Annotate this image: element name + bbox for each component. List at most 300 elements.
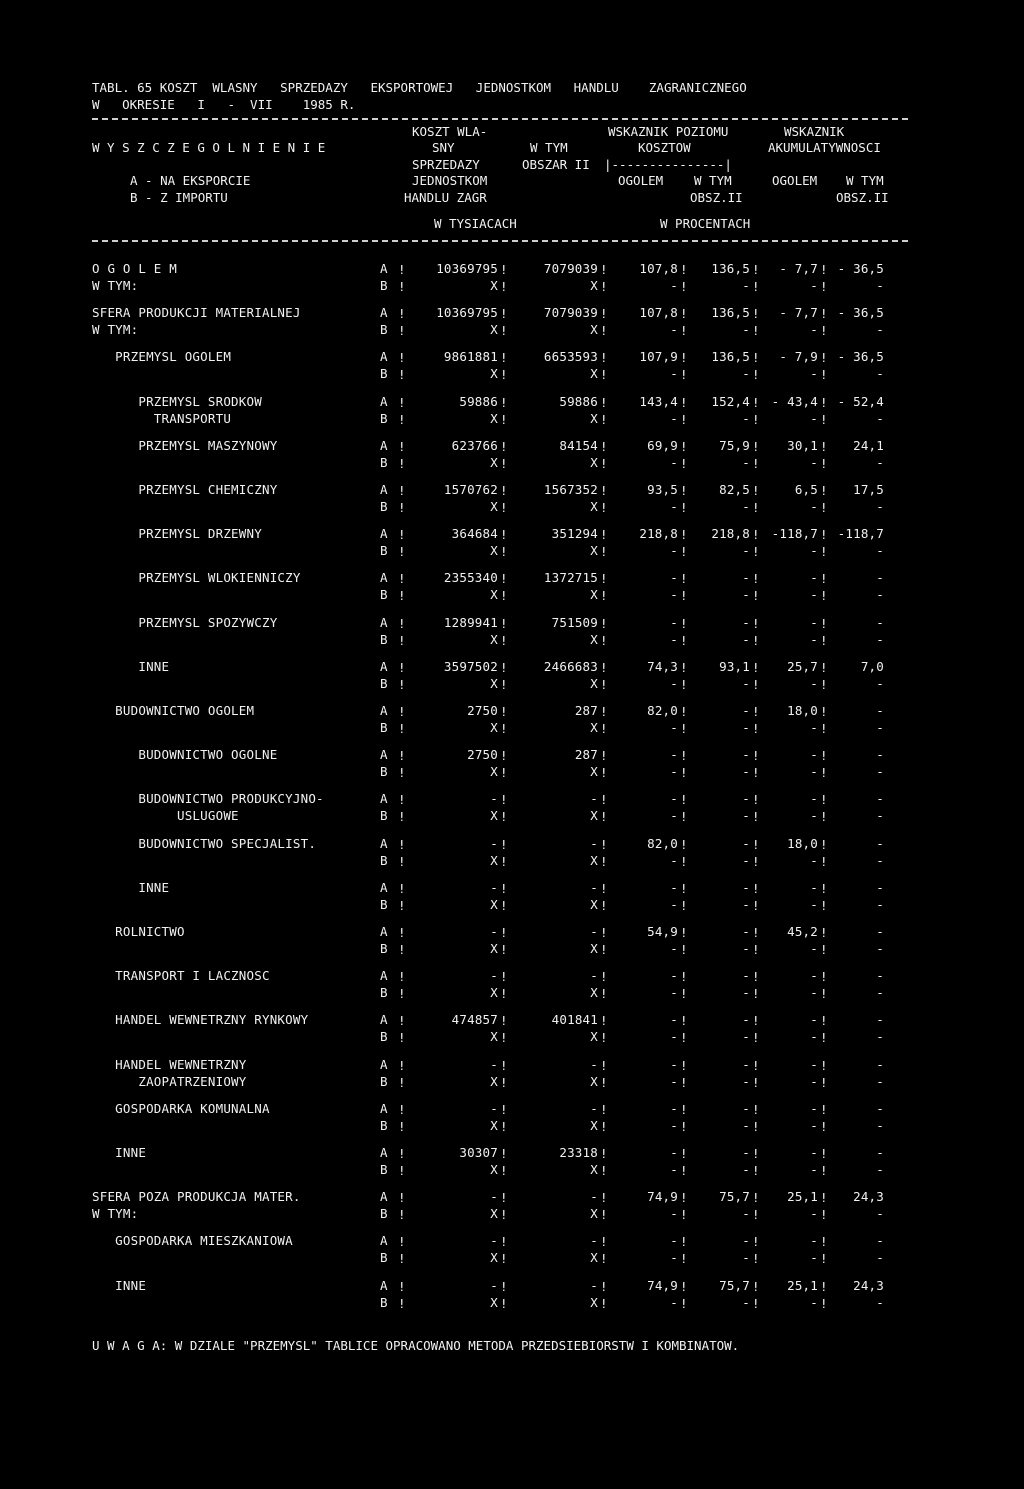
column-separator: !: [398, 412, 406, 427]
row-label: BUDOWNICTWO SPECJALIST.: [92, 836, 317, 851]
cell-a-col4: -: [742, 1101, 750, 1116]
column-separator: !: [752, 942, 760, 957]
cell-a-col5: 25,1: [787, 1189, 818, 1204]
column-separator: !: [680, 1207, 688, 1222]
column-separator: !: [398, 1146, 406, 1161]
column-separator: !: [820, 1207, 828, 1222]
column-separator: !: [752, 412, 760, 427]
cell-a-col5: -: [810, 968, 818, 983]
cell-b-col2: X: [590, 632, 598, 647]
cell-b-col6: -: [876, 411, 884, 426]
column-separator: !: [820, 616, 828, 631]
column-separator: !: [752, 1234, 760, 1249]
column-separator: !: [500, 588, 508, 603]
column-separator: !: [680, 1013, 688, 1028]
wsk-divider: |---------------|: [604, 157, 732, 172]
cell-a-col3: -: [670, 1233, 678, 1248]
cell-a-col4: -: [742, 836, 750, 851]
column-separator: !: [820, 1075, 828, 1090]
column-separator: !: [752, 1102, 760, 1117]
cell-a-col3: -: [670, 747, 678, 762]
cell-b-col4: -: [742, 897, 750, 912]
column-separator: !: [600, 837, 608, 852]
column-separator: !: [820, 792, 828, 807]
cell-b-col4: -: [742, 1029, 750, 1044]
column-separator: !: [600, 881, 608, 896]
unit-tysiace: W TYSIACACH: [434, 216, 517, 231]
cell-b-col5: -: [810, 1029, 818, 1044]
column-separator: !: [820, 986, 828, 1001]
cell-a-col2: 287: [574, 703, 598, 718]
cell-b-col3: -: [670, 499, 678, 514]
column-separator: !: [500, 660, 508, 675]
column-separator: !: [398, 837, 406, 852]
column-separator: !: [600, 1234, 608, 1249]
cell-a-col4: -: [742, 968, 750, 983]
column-separator: !: [680, 1058, 688, 1073]
row-label: PRZEMYSL SRODKOW: [92, 394, 262, 409]
cell-b-col5: -: [810, 941, 818, 956]
cell-b-col1: X: [490, 941, 498, 956]
column-separator: !: [398, 483, 406, 498]
cell-a-col2: -: [590, 1278, 598, 1293]
cell-a-col1: 364684: [451, 526, 498, 541]
column-separator: !: [500, 483, 508, 498]
cell-b-col4: -: [742, 499, 750, 514]
cell-a-col2: -: [590, 1057, 598, 1072]
cell-b-col4: -: [742, 1250, 750, 1265]
column-separator: !: [680, 721, 688, 736]
cell-b-col2: X: [590, 411, 598, 426]
cell-b-col2: X: [590, 1295, 598, 1310]
cell-b-col4: -: [742, 676, 750, 691]
cell-a-col2: -: [590, 1101, 598, 1116]
row-marker-b: B: [380, 543, 388, 558]
column-separator: !: [398, 809, 406, 824]
column-separator: !: [680, 748, 688, 763]
column-separator: !: [820, 809, 828, 824]
column-separator: !: [820, 412, 828, 427]
cell-a-col6: - 36,5: [837, 305, 884, 320]
column-separator: !: [820, 323, 828, 338]
cell-b-col3: -: [670, 1162, 678, 1177]
column-separator: !: [600, 1279, 608, 1294]
cell-b-col6: -: [876, 764, 884, 779]
cell-b-col5: -: [810, 499, 818, 514]
column-separator: !: [500, 942, 508, 957]
cell-b-col3: -: [670, 764, 678, 779]
column-separator: !: [600, 588, 608, 603]
row-label: PRZEMYSL CHEMICZNY: [92, 482, 278, 497]
cell-b-col6: -: [876, 1029, 884, 1044]
column-separator: !: [680, 660, 688, 675]
cell-a-col4: -: [742, 1012, 750, 1027]
column-separator: !: [600, 1102, 608, 1117]
column-separator: !: [752, 350, 760, 365]
row-marker-b: B: [380, 587, 388, 602]
column-separator: !: [752, 527, 760, 542]
row-marker-b: B: [380, 1162, 388, 1177]
cell-b-col6: -: [876, 1206, 884, 1221]
column-separator: !: [500, 395, 508, 410]
cell-b-col6: -: [876, 1118, 884, 1133]
cell-a-col6: -: [876, 703, 884, 718]
column-separator: !: [398, 1234, 406, 1249]
row-marker-b: B: [380, 455, 388, 470]
row-marker-b: B: [380, 764, 388, 779]
row-label: W TYM:: [92, 278, 139, 293]
cell-b-col6: -: [876, 278, 884, 293]
cell-b-col5: -: [810, 1162, 818, 1177]
column-separator: !: [500, 898, 508, 913]
column-separator: !: [680, 527, 688, 542]
col2-h1: W TYM: [530, 140, 568, 155]
column-separator: !: [820, 898, 828, 913]
cell-a-col6: -: [876, 1233, 884, 1248]
cell-b-col1: X: [490, 676, 498, 691]
cell-a-col1: -: [490, 924, 498, 939]
column-separator: !: [752, 439, 760, 454]
column-separator: !: [680, 881, 688, 896]
cell-b-col2: X: [590, 366, 598, 381]
cell-b-col5: -: [810, 587, 818, 602]
row-label: PRZEMYSL OGOLEM: [92, 349, 232, 364]
cell-a-col2: 2466683: [543, 659, 598, 674]
row-marker-b: B: [380, 985, 388, 1000]
column-separator: !: [680, 1251, 688, 1266]
cell-a-col3: -: [670, 1012, 678, 1027]
cell-a-col1: 1289941: [443, 615, 498, 630]
column-separator: !: [500, 1279, 508, 1294]
cell-a-col1: 59886: [459, 394, 498, 409]
cell-b-col4: -: [742, 366, 750, 381]
column-separator: !: [820, 765, 828, 780]
cell-b-col1: X: [490, 1250, 498, 1265]
cell-a-col5: -: [810, 1012, 818, 1027]
cell-b-col3: -: [670, 632, 678, 647]
cell-a-col5: -: [810, 1101, 818, 1116]
cell-a-col5: -: [810, 570, 818, 585]
cell-b-col6: -: [876, 1162, 884, 1177]
row-marker-b: B: [380, 941, 388, 956]
cell-a-col1: 2355340: [443, 570, 498, 585]
column-separator: !: [600, 942, 608, 957]
column-separator: !: [820, 881, 828, 896]
cell-a-col3: 107,8: [639, 305, 678, 320]
column-separator: !: [500, 527, 508, 542]
column-separator: !: [600, 721, 608, 736]
column-separator: !: [600, 323, 608, 338]
column-separator: !: [752, 1146, 760, 1161]
cell-a-col2: -: [590, 924, 598, 939]
col1-h5: HANDLU ZAGR: [404, 190, 487, 205]
cell-a-col6: -: [876, 791, 884, 806]
column-separator: !: [600, 350, 608, 365]
row-label: INNE: [92, 1278, 147, 1293]
column-separator: !: [680, 306, 688, 321]
cell-b-col5: -: [810, 1295, 818, 1310]
cell-a-col5: - 7,9: [779, 349, 818, 364]
row-marker-a: A: [380, 1233, 388, 1248]
column-separator: !: [820, 1251, 828, 1266]
cell-a-col4: 93,1: [719, 659, 750, 674]
row-label: TRANSPORTU: [92, 411, 232, 426]
row-label: INNE: [92, 659, 170, 674]
divider-header: [92, 240, 908, 242]
column-separator: !: [500, 500, 508, 515]
cell-b-col1: X: [490, 322, 498, 337]
cell-b-col1: X: [490, 543, 498, 558]
column-separator: !: [500, 1075, 508, 1090]
cell-a-col4: -: [742, 703, 750, 718]
cell-b-col3: -: [670, 720, 678, 735]
column-separator: !: [680, 439, 688, 454]
cell-a-col2: -: [590, 836, 598, 851]
cell-a-col5: -: [810, 1233, 818, 1248]
column-separator: !: [500, 1030, 508, 1045]
cell-a-col4: -: [742, 1233, 750, 1248]
column-separator: !: [398, 925, 406, 940]
row-marker-a: A: [380, 438, 388, 453]
column-separator: !: [600, 1013, 608, 1028]
cell-a-col1: -: [490, 1057, 498, 1072]
cell-a-col3: -: [670, 570, 678, 585]
column-separator: !: [600, 809, 608, 824]
row-label: TRANSPORT I LACZNOSC: [92, 968, 270, 983]
cell-b-col1: X: [490, 1029, 498, 1044]
column-separator: !: [500, 544, 508, 559]
row-label: BUDOWNICTWO OGOLEM: [92, 703, 255, 718]
cell-b-col2: X: [590, 1074, 598, 1089]
column-separator: !: [600, 1058, 608, 1073]
column-separator: !: [680, 616, 688, 631]
column-separator: !: [820, 367, 828, 382]
column-separator: !: [752, 881, 760, 896]
cell-a-col4: 75,7: [719, 1278, 750, 1293]
column-separator: !: [680, 262, 688, 277]
column-separator: !: [398, 881, 406, 896]
column-separator: !: [752, 1119, 760, 1134]
cell-a-col1: -: [490, 1101, 498, 1116]
column-separator: !: [600, 544, 608, 559]
column-separator: !: [500, 1190, 508, 1205]
cell-a-col6: -118,7: [837, 526, 884, 541]
cell-b-col3: -: [670, 1074, 678, 1089]
row-marker-a: A: [380, 1101, 388, 1116]
column-separator: !: [500, 1119, 508, 1134]
column-separator: !: [820, 721, 828, 736]
cell-a-col5: 25,7: [787, 659, 818, 674]
cell-b-col5: -: [810, 676, 818, 691]
cell-a-col1: 623766: [451, 438, 498, 453]
row-marker-b: B: [380, 808, 388, 823]
cell-b-col3: -: [670, 1029, 678, 1044]
cell-b-col2: X: [590, 941, 598, 956]
cell-a-col1: 474857: [451, 1012, 498, 1027]
column-separator: !: [500, 925, 508, 940]
column-separator: !: [398, 350, 406, 365]
row-marker-a: A: [380, 924, 388, 939]
cell-a-col5: - 7,7: [779, 261, 818, 276]
column-separator: !: [752, 616, 760, 631]
column-separator: !: [600, 765, 608, 780]
column-separator: !: [398, 1190, 406, 1205]
row-marker-a: A: [380, 1278, 388, 1293]
column-separator: !: [500, 262, 508, 277]
col1-h1: KOSZT WLA-: [412, 124, 488, 139]
column-separator: !: [500, 854, 508, 869]
column-separator: !: [680, 837, 688, 852]
cell-b-col2: X: [590, 676, 598, 691]
cell-b-col3: -: [670, 1295, 678, 1310]
row-marker-b: B: [380, 366, 388, 381]
column-separator: !: [500, 677, 508, 692]
cell-b-col3: -: [670, 322, 678, 337]
column-separator: !: [398, 1251, 406, 1266]
column-separator: !: [752, 748, 760, 763]
column-separator: !: [680, 500, 688, 515]
column-separator: !: [398, 1075, 406, 1090]
cell-b-col1: X: [490, 764, 498, 779]
column-separator: !: [680, 765, 688, 780]
column-separator: !: [752, 571, 760, 586]
cell-a-col2: 84154: [559, 438, 598, 453]
cell-b-col5: -: [810, 1250, 818, 1265]
column-separator: !: [600, 854, 608, 869]
column-separator: !: [820, 500, 828, 515]
cell-b-col6: -: [876, 543, 884, 558]
column-separator: !: [752, 969, 760, 984]
cell-b-col3: -: [670, 366, 678, 381]
column-separator: !: [500, 1058, 508, 1073]
cell-a-col2: -: [590, 880, 598, 895]
column-separator: !: [752, 500, 760, 515]
cell-a-col3: 82,0: [647, 703, 678, 718]
column-separator: !: [680, 1296, 688, 1311]
cell-a-col1: -: [490, 1189, 498, 1204]
cell-b-col4: -: [742, 543, 750, 558]
footnote: U W A G A: W DZIALE "PRZEMYSL" TABLICE OPRACOWANO METODA PRZEDSIEBIORSTW I KOMBINATOW.: [92, 1338, 740, 1353]
column-separator: !: [500, 1013, 508, 1028]
column-separator: !: [600, 439, 608, 454]
column-separator: !: [680, 350, 688, 365]
column-separator: !: [680, 323, 688, 338]
column-separator: !: [752, 704, 760, 719]
column-separator: !: [398, 1279, 406, 1294]
cell-a-col5: -118,7: [771, 526, 818, 541]
column-separator: !: [752, 721, 760, 736]
cell-b-col2: X: [590, 322, 598, 337]
cell-b-col6: -: [876, 499, 884, 514]
cell-a-col4: -: [742, 880, 750, 895]
cell-a-col5: -: [810, 747, 818, 762]
column-separator: !: [500, 571, 508, 586]
column-separator: !: [398, 367, 406, 382]
row-marker-a: A: [380, 570, 388, 585]
cell-a-col5: 6,5: [794, 482, 818, 497]
column-separator: !: [398, 969, 406, 984]
cell-b-col4: -: [742, 632, 750, 647]
column-separator: !: [600, 704, 608, 719]
row-label: BUDOWNICTWO PRODUKCYJNO-: [92, 791, 324, 806]
cell-b-col4: -: [742, 808, 750, 823]
cell-a-col6: -: [876, 1145, 884, 1160]
column-separator: !: [820, 942, 828, 957]
cell-b-col1: X: [490, 985, 498, 1000]
column-separator: !: [752, 456, 760, 471]
cell-b-col2: X: [590, 897, 598, 912]
row-marker-a: A: [380, 968, 388, 983]
column-separator: !: [680, 1119, 688, 1134]
cell-b-col4: -: [742, 278, 750, 293]
column-separator: !: [398, 279, 406, 294]
row-marker-b: B: [380, 1118, 388, 1133]
cell-a-col3: 93,5: [647, 482, 678, 497]
cell-a-col2: 1372715: [543, 570, 598, 585]
column-separator: !: [500, 1163, 508, 1178]
cell-b-col3: -: [670, 941, 678, 956]
cell-b-col1: X: [490, 455, 498, 470]
cell-b-col4: -: [742, 587, 750, 602]
cell-a-col2: -: [590, 1189, 598, 1204]
cell-a-col4: -: [742, 1145, 750, 1160]
column-separator: !: [820, 439, 828, 454]
cell-b-col3: -: [670, 1250, 678, 1265]
row-marker-a: A: [380, 349, 388, 364]
column-separator: !: [752, 1251, 760, 1266]
sub-wtym-1: W TYM: [694, 173, 732, 188]
column-separator: !: [500, 439, 508, 454]
column-separator: !: [398, 898, 406, 913]
row-marker-a: A: [380, 791, 388, 806]
column-separator: !: [752, 1058, 760, 1073]
col1-h2: SNY: [432, 140, 455, 155]
cell-b-col1: X: [490, 853, 498, 868]
column-separator: !: [398, 588, 406, 603]
cell-a-col3: 82,0: [647, 836, 678, 851]
cell-a-col1: 1570762: [443, 482, 498, 497]
sub-wtym-2: W TYM: [846, 173, 884, 188]
column-separator: !: [820, 1234, 828, 1249]
column-separator: !: [752, 660, 760, 675]
cell-a-col5: 30,1: [787, 438, 818, 453]
row-label: PRZEMYSL DRZEWNY: [92, 526, 262, 541]
cell-a-col1: -: [490, 836, 498, 851]
cell-a-col6: -: [876, 836, 884, 851]
cell-b-col2: X: [590, 1118, 598, 1133]
cell-a-col3: 54,9: [647, 924, 678, 939]
column-separator: !: [500, 969, 508, 984]
cell-b-col6: -: [876, 897, 884, 912]
column-separator: !: [398, 1102, 406, 1117]
column-separator: !: [398, 1296, 406, 1311]
column-separator: !: [398, 262, 406, 277]
column-separator: !: [820, 748, 828, 763]
cell-b-col3: -: [670, 808, 678, 823]
wsk-poziomu-h2: KOSZTOW: [638, 140, 691, 155]
column-separator: !: [820, 1058, 828, 1073]
column-separator: !: [600, 306, 608, 321]
row-label: SFERA POZA PRODUKCJA MATER.: [92, 1189, 301, 1204]
cell-b-col1: X: [490, 411, 498, 426]
cell-a-col1: 10369795: [436, 305, 498, 320]
column-separator: !: [680, 1075, 688, 1090]
cell-a-col1: 2750: [467, 747, 498, 762]
cell-a-col2: 7079039: [543, 261, 598, 276]
row-label: USLUGOWE: [92, 808, 239, 823]
sub-obsz-2: OBSZ.II: [836, 190, 889, 205]
cell-b-col1: X: [490, 1074, 498, 1089]
